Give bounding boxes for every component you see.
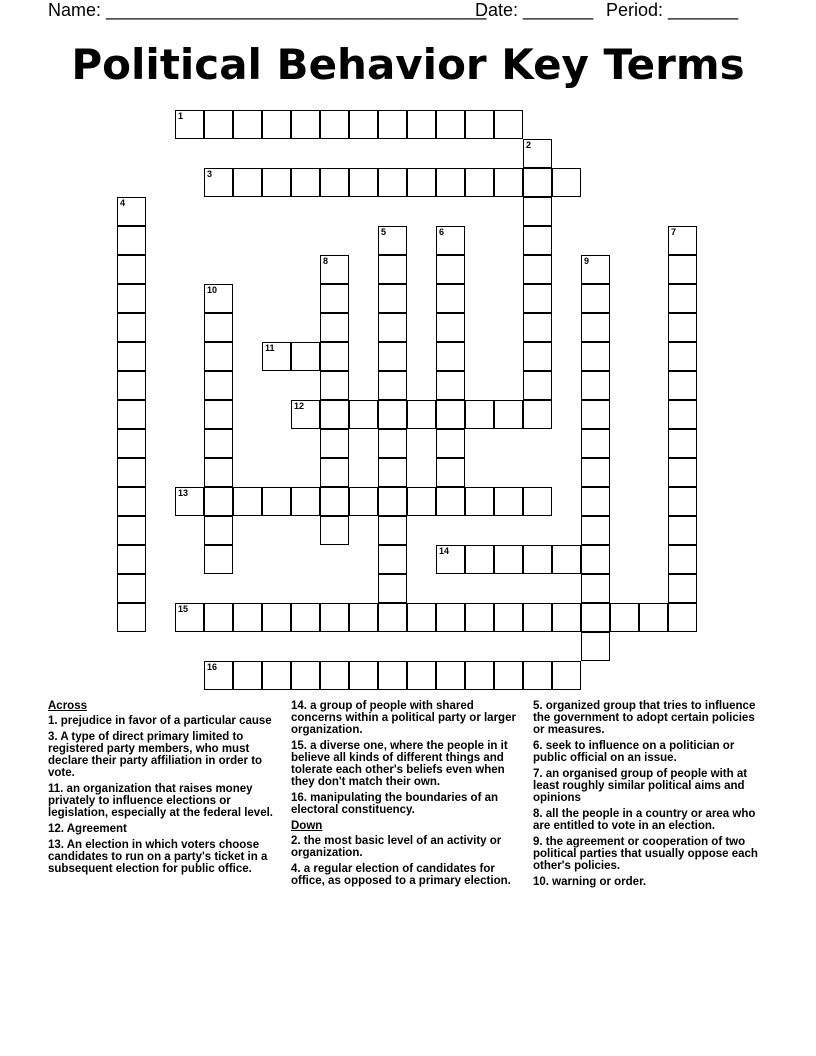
clue-number: 9 [584,256,590,266]
grid-cell[interactable] [349,168,378,197]
grid-cell[interactable] [349,400,378,429]
clue-number: 5 [381,227,387,237]
clue-number: 13 [178,488,189,498]
grid-cell[interactable] [204,429,233,458]
grid-cell[interactable] [668,487,697,516]
grid-cell[interactable] [378,487,407,516]
grid-cell[interactable] [523,487,552,516]
grid-cell[interactable] [668,255,697,284]
grid-cell[interactable] [262,342,291,371]
grid-cell[interactable] [175,110,204,139]
grid-cell[interactable] [668,284,697,313]
grid-cell[interactable] [668,371,697,400]
grid-cell[interactable] [233,661,262,690]
grid-cell[interactable] [117,429,146,458]
grid-cell[interactable] [378,255,407,284]
grid-cell[interactable] [436,661,465,690]
grid-cell[interactable] [233,603,262,632]
across-heading: Across [48,700,87,712]
grid-cell[interactable] [465,661,494,690]
grid-cell[interactable] [117,574,146,603]
clue-down-10: 10. warning or order. [533,876,647,888]
grid-cell[interactable] [552,545,581,574]
clue-across-16: 16. manipulating the boundaries of an electoral constituency. [291,792,499,816]
grid-cell[interactable] [117,226,146,255]
grid-cell[interactable] [117,545,146,574]
grid-cell[interactable] [436,226,465,255]
grid-cell[interactable] [407,487,436,516]
grid-cell[interactable] [494,400,523,429]
grid-cell[interactable] [465,110,494,139]
clue-across-1: 1. prejudice in favor of a particular cause [48,715,272,727]
clue-number: 3 [207,169,213,179]
grid-cell[interactable] [436,603,465,632]
grid-cell[interactable] [523,371,552,400]
grid-cell[interactable] [291,168,320,197]
grid-cell[interactable] [668,516,697,545]
grid-cell[interactable] [523,139,552,168]
grid-cell[interactable] [436,168,465,197]
grid-cell[interactable] [494,603,523,632]
grid-cell[interactable] [436,110,465,139]
grid-cell[interactable] [436,284,465,313]
period-field[interactable]: Period: _______ [606,0,739,20]
clue-number: 15 [178,604,189,614]
grid-cell[interactable] [494,545,523,574]
grid-cell[interactable] [523,313,552,342]
grid-cell[interactable] [523,545,552,574]
grid-cell[interactable] [117,516,146,545]
grid-cell[interactable] [581,458,610,487]
grid-cell[interactable] [320,371,349,400]
clue-down-4: 4. a regular election of candidates for office, as opposed to a primary election. [291,863,511,887]
grid-cell[interactable] [378,168,407,197]
grid-cell[interactable] [320,400,349,429]
grid-cell[interactable] [436,342,465,371]
grid-cell[interactable] [233,168,262,197]
grid-cell[interactable] [291,110,320,139]
grid-cell[interactable] [320,110,349,139]
grid-cell[interactable] [117,400,146,429]
grid-cell[interactable] [117,313,146,342]
grid-cell[interactable] [581,400,610,429]
grid-cell[interactable] [204,487,233,516]
grid-cell[interactable] [668,342,697,371]
clues-column-2 [291,700,527,891]
grid-cell[interactable] [378,429,407,458]
grid-cell[interactable] [494,168,523,197]
grid-cell[interactable] [117,255,146,284]
grid-cell[interactable] [117,197,146,226]
clue-number: 14 [439,546,450,556]
grid-cell[interactable] [436,371,465,400]
grid-cell[interactable] [117,371,146,400]
grid-cell[interactable] [378,110,407,139]
grid-cell[interactable] [320,603,349,632]
grid-cell[interactable] [668,313,697,342]
grid-cell[interactable] [320,168,349,197]
date-field[interactable]: Date: _______ [475,0,594,20]
grid-cell[interactable] [117,342,146,371]
down-heading: Down [291,820,323,832]
grid-cell[interactable] [552,603,581,632]
grid-cell[interactable] [175,487,204,516]
grid-cell[interactable] [436,487,465,516]
grid-cell[interactable] [407,661,436,690]
grid-cell[interactable] [581,487,610,516]
grid-cell[interactable] [639,603,668,632]
grid-cell[interactable] [262,110,291,139]
clue-down-8: 8. all the people in a country or area who are entitled to vote in an election. [533,808,756,832]
clue-down-9: 9. the agreement or cooperation of two political parties that usually oppose each other's policies. [533,836,758,872]
grid-cell[interactable] [465,545,494,574]
grid-cell[interactable] [233,487,262,516]
grid-cell[interactable] [378,400,407,429]
grid-cell[interactable] [349,661,378,690]
grid-cell[interactable] [320,487,349,516]
clue-number: 1 [178,111,184,121]
grid-cell[interactable] [523,226,552,255]
grid-cell[interactable] [378,574,407,603]
grid-cell[interactable] [668,458,697,487]
grid-cell[interactable] [581,313,610,342]
clues-column-3 [533,700,769,892]
grid-cell[interactable] [581,603,610,632]
clue-across-12: 12. Agreement [48,823,127,835]
grid-cell[interactable] [494,661,523,690]
grid-cell[interactable] [436,313,465,342]
clue-down-5: 5. organized group that tries to influence the government to adopt certain policies or measures. [533,700,756,736]
grid-cell[interactable] [291,400,320,429]
grid-cell[interactable] [291,342,320,371]
grid-cell[interactable] [204,516,233,545]
grid-cell[interactable] [378,284,407,313]
grid-cell[interactable] [552,661,581,690]
grid-cell[interactable] [204,110,233,139]
grid-cell[interactable] [349,487,378,516]
grid-cell[interactable] [668,545,697,574]
grid-cell[interactable] [320,313,349,342]
grid-cell[interactable] [204,603,233,632]
grid-cell[interactable] [494,110,523,139]
grid-cell[interactable] [320,458,349,487]
grid-cell[interactable] [581,429,610,458]
grid-cell[interactable] [523,603,552,632]
grid-cell[interactable] [378,516,407,545]
clue-down-7: 7. an organised group of people with at least roughly similar political aims and opinions [533,768,748,804]
grid-cell[interactable] [378,313,407,342]
grid-cell[interactable] [436,255,465,284]
grid-cell[interactable] [668,226,697,255]
grid-cell[interactable] [581,545,610,574]
clue-across-13: 13. An election in which voters choose candidates to run on a party's ticket in a subsequent election for public office. [48,839,268,875]
grid-cell[interactable] [465,603,494,632]
grid-cell[interactable] [465,168,494,197]
clue-number: 4 [120,198,126,208]
grid-cell[interactable] [378,603,407,632]
grid-cell[interactable] [233,110,262,139]
grid-cell[interactable] [204,371,233,400]
grid-cell[interactable] [581,574,610,603]
grid-cell[interactable] [436,429,465,458]
grid-cell[interactable] [581,342,610,371]
grid-cell[interactable] [204,168,233,197]
grid-cell[interactable] [581,371,610,400]
grid-cell[interactable] [523,400,552,429]
grid-cell[interactable] [320,661,349,690]
grid-cell[interactable] [436,400,465,429]
grid-cell[interactable] [581,516,610,545]
clue-across-11: 11. an organization that raises money privately to influence elections or legislation, especially at the federal level. [48,783,273,819]
grid-cell[interactable] [320,516,349,545]
clue-number: 12 [294,401,305,411]
page-title: Political Behavior Key Terms [71,40,745,89]
grid-cell[interactable] [204,458,233,487]
grid-cell[interactable] [349,603,378,632]
grid-cell[interactable] [610,603,639,632]
grid-cell[interactable] [668,574,697,603]
grid-cell[interactable] [581,255,610,284]
grid-cell[interactable] [204,545,233,574]
clue-across-14: 14. a group of people with shared concerns within a political party or larger organization. [291,700,516,736]
clue-number: 16 [207,662,218,672]
grid-cell[interactable] [378,371,407,400]
clue-number: 2 [526,140,532,150]
clue-number: 7 [671,227,677,237]
clue-number: 6 [439,227,445,237]
grid-cell[interactable] [581,632,610,661]
grid-cell[interactable] [523,661,552,690]
grid-cell[interactable] [378,545,407,574]
grid-cell[interactable] [262,487,291,516]
grid-cell[interactable] [552,168,581,197]
grid-cell[interactable] [436,458,465,487]
grid-cell[interactable] [320,429,349,458]
grid-cell[interactable] [262,603,291,632]
grid-cell[interactable] [523,284,552,313]
grid-cell[interactable] [523,168,552,197]
grid-cell[interactable] [204,400,233,429]
clue-down-6: 6. seek to influence on a politician or public official on an issue. [533,740,735,764]
grid-cell[interactable] [407,168,436,197]
grid-cell[interactable] [378,661,407,690]
grid-cell[interactable] [262,168,291,197]
name-field[interactable]: Name: ______________________________________ [48,0,487,20]
grid-cell[interactable] [494,487,523,516]
grid-cell[interactable] [117,603,146,632]
grid-cell[interactable] [581,284,610,313]
grid-cell[interactable] [465,487,494,516]
grid-cell[interactable] [204,284,233,313]
grid-cell[interactable] [320,284,349,313]
grid-cell[interactable] [436,545,465,574]
grid-cell[interactable] [378,226,407,255]
grid-cell[interactable] [320,255,349,284]
grid-cell[interactable] [407,110,436,139]
grid-cell[interactable] [117,487,146,516]
clue-across-15: 15. a diverse one, where the people in it believe all kinds of different things and tolerate each other's beliefs even when they don't match their own. [291,740,508,788]
grid-cell[interactable] [523,255,552,284]
clue-number: 8 [323,256,329,266]
grid-cell[interactable] [523,342,552,371]
grid-cell[interactable] [349,110,378,139]
grid-cell[interactable] [668,400,697,429]
grid-cell[interactable] [378,342,407,371]
grid-cell[interactable] [291,661,320,690]
grid-cell[interactable] [204,661,233,690]
grid-cell[interactable] [320,342,349,371]
grid-cell[interactable] [407,400,436,429]
clue-across-3: 3. A type of direct primary limited to registered party members, who must declare their party affiliation in order to vote. [48,731,263,779]
grid-cell[interactable] [523,197,552,226]
grid-cell[interactable] [262,661,291,690]
grid-cell[interactable] [117,458,146,487]
grid-cell[interactable] [175,603,204,632]
grid-cell[interactable] [378,458,407,487]
clues-column-1 [48,700,284,879]
grid-cell[interactable] [668,429,697,458]
grid-cell[interactable] [465,400,494,429]
grid-cell[interactable] [204,313,233,342]
clue-number: 11 [265,343,275,353]
grid-cell[interactable] [291,603,320,632]
clue-down-2: 2. the most basic level of an activity or organization. [291,835,502,859]
clue-number: 10 [207,285,218,295]
grid-cell[interactable] [668,603,697,632]
grid-cell[interactable] [117,284,146,313]
grid-cell[interactable] [407,603,436,632]
grid-cell[interactable] [291,487,320,516]
grid-cell[interactable] [204,342,233,371]
